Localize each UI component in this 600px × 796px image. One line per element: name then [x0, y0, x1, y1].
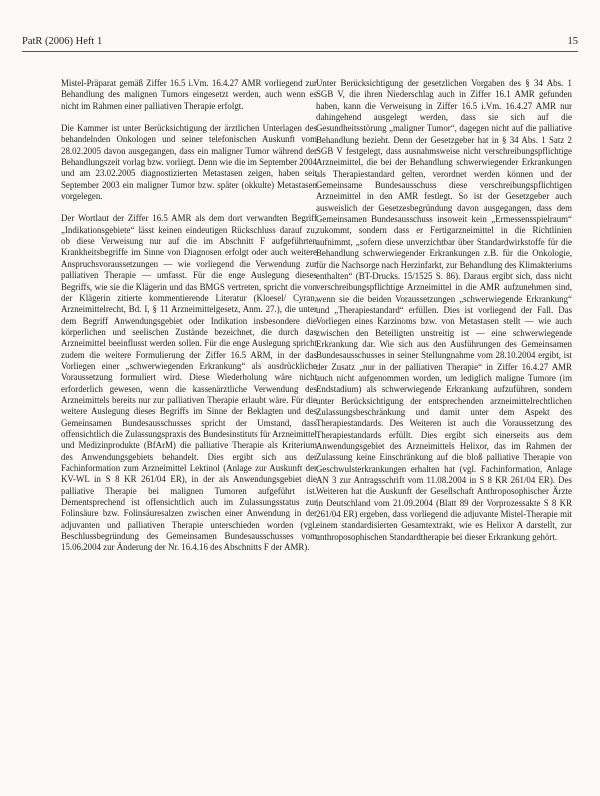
right-column [316, 78, 572, 554]
paragraph: Mistel-Präparat gemäß Ziffer 16.5 i.Vm. 16.4.27 AMR vorliegend zur Behandlung des malignen Tumors eingesetzt werden, auch wenn es nicht im Rahmen einer palliativen Therapie erfolgt. [61, 78, 317, 111]
paragraph: Unter Berücksichtigung der gesetzlichen Vorgaben des § 34 Abs. 1 SGB V, die ihren Niederschlag auch in Ziffer 16.1 AMR gefunden haben, kann die Verweisung in Ziffer 16.5 i.Vm. 16.4.27 AMR nur dahingehend ausgelegt werden, dass sie sich auf die Gesundheitsstörung „maligner Tumor“, dagegen nicht auf die palliative Behandlung bezieht. Denn der Gesetzgeber hat in § 34 Abs. 1 Satz 2 SGB V festgelegt, dass ausnahmsweise nicht verschreibungspflichtige Arzneimittel, die bei der Behandlung schwerwiegender Erkrankungen als Therapiestandard gelten, verordnet werden können und der Gemeinsame Bundesausschuss diese verschreibungspflichtigen Arzneimittel in den AMR festlegt. So ist der Gesetzgeber auch ausweislich der Gesetzesbegründung davon ausgegangen, dass dem Gemeinsamen Bundesausschuss insoweit kein „Ermessensspielraum“ zukommt, sondern dass er Fertigarzneimittel in die Richtlinien aufnimmt, „sofern diese unverzichtbar über Standardwirkstoffe für die Behandlung schwerwiegender Erkrankungen z.B. für die Onkologie, für die Nachsorge nach Herzinfarkt, zur Behandlung des Klimakteriums enthalten“ (BT-Drucks. 15/1525 S. 86). Daraus ergibt sich, dass nicht verschreibungspflichtige Arzneimittel in die AMR aufzunehmen sind, wenn sie die beiden Voraussetzungen „schwerwiegende Erkrankung“ und „Therapiestandard“ erfüllen. Dies ist vorliegend der Fall. Das Vorliegen eines Karzinoms bzw. von Metastasen stellt — wie auch zwischen den Beteiligten unstreitig ist — eine schwerwiegende Erkrankung dar. Wie sich aus den Ausführungen des Gemeinsamen Bundesausschusses in seiner Stellungnahme vom 28.10.2004 ergibt, ist der Zusatz „nur in der palliativen Therapie“ in Ziffer 16.4.27 AMR auch nicht aufgenommen worden, um lediglich maligne Tumore (im Endstadium) als schwerwiegende Erkrankung aufzuführen, sondern unter Berücksichtigung der entsprechenden arzneimittelrechtlichen Zulassungsbeschränkung und damit unter dem Aspekt des Therapiestandards. Des Weiteren ist auch die Voraussetzung des Therapiestandards erfüllt. Dies ergibt sich einerseits aus dem Anwendungsgebiet des Arzneimittels Helixor, das im Rahmen der Zulassung keine Einschränkung auf die bloß palliative Therapie von Geschwulsterkrankungen erhalten hat (vgl. Fachinformation, Anlage AN 3 zur Antragsschrift vom 11.08.2004 in S 8 KR 261/04 ER). Des Weiteren hat die Auskunft der Gesellschaft Anthroposophischer Ärzte in Deutschland vom 21.09.2004 (Blatt 89 der Vorprozessakte S 8 KR 261/04 ER) ergeben, dass vorliegend die adjuvante Mistel-Therapie mit einem standardisierten Gesamtextrakt, wie es Helixor A darstellt, zur anthroposophischen Standardtherapie bei dieser Erkrankung gehört. [316, 78, 572, 542]
page-number: 15 [567, 36, 578, 47]
journal-title: PatR (2006) Heft 1 [22, 36, 103, 47]
paragraph: Der Wortlaut der Ziffer 16.5 AMR als dem dort verwandten Begriff „Indikationsgebiete“ lässt keinen eindeutigen Rückschluss darauf zu, ob diese Verweisung nur auf die im Abschnitt F aufgeführten Krankheitsbegriffe im Sinne von Diagnosen erfolgt oder auch weitere Anspruchsvoraussetzungen — wie vorliegend die Verwendung zur palliativen Therapie — umfasst. Für die enge Auslegung dieses Begriffs, wie sie die Klägerin und das BMGS vertreten, spricht die von der Klägerin zitierte kommentierende Literatur (Kloesel/ Cyran, Arzneimittelrecht, Bd. I, § 11 Arzneimittelgesetz, Anm. 27.), die unter dem Begriff Anwendungsgebiet oder Indikation insbesondere die körperlichen und seelischen Zustände bezeichnet, die durch das Arzneimittel beeinflusst werden sollen. Für die enge Auslegung spricht zudem die weitere Formulierung der Ziffer 16.5 ARM, in der das Vorliegen einer „schwerwiegenden Erkrankung“ als ausdrückliche Voraussetzung formuliert wird. Diese Wiederholung wäre nicht erforderlich gewesen, wenn die kassenärztliche Verwendung des Arzneimittels bereits nur zur palliativen Therapie erlaubt wäre. Für die weitere Auslegung dieses Begriffs im Sinne der Beklagten und des Gemeinsamen Bundesausschusses spricht der Umstand, dass offensichtlich die Zulassungspraxis des Bundesinstituts für Arzneimittel und Medizinprodukte (BfArM) die palliative Therapie als Kriterium des Anwendungsgebiets behandelt. Dies ergibt sich aus der Fachinformation zum Arzneimittel Lektinol (Anlage zur Auskunft der KV-WL in S 8 KR 261/04 ER), in der als Anwendungsgebiet die palliative Therapie bei malignen Tumoren aufgeführt ist. Dementsprechend ist offensichtlich auch im Zulassungsstatus zur Folinsäure bzw. Folinsäuresalzen zwischen einer Anwendung in der adjuvanten und palliativen Therapie unterschieden worden (vgl. Beschlussbegründung des Gemeinsamen Bundesausschusses vom 15.06.2004 zur Änderung der Nr. 16.4.16 des Abschnitts F der AMR). [61, 213, 317, 553]
paragraph: Die Kammer ist unter Berücksichtigung der ärztlichen Unterlagen des behandelnden Onkologen und seiner telefonischen Auskunft vom 28.02.2005 davon ausgegangen, dass ein maligner Tumor während der Behandlungszeit vorlag bzw. vorliegt. Denn wie die im September 2004 und am 23.02.2005 diagnostizierten Metastasen zeigen, haben seit September 2003 ein maligner Tumor bzw. später (okkulte) Metastasen vorgelegen. [61, 123, 317, 202]
left-column [61, 78, 317, 565]
page-header [22, 36, 578, 52]
